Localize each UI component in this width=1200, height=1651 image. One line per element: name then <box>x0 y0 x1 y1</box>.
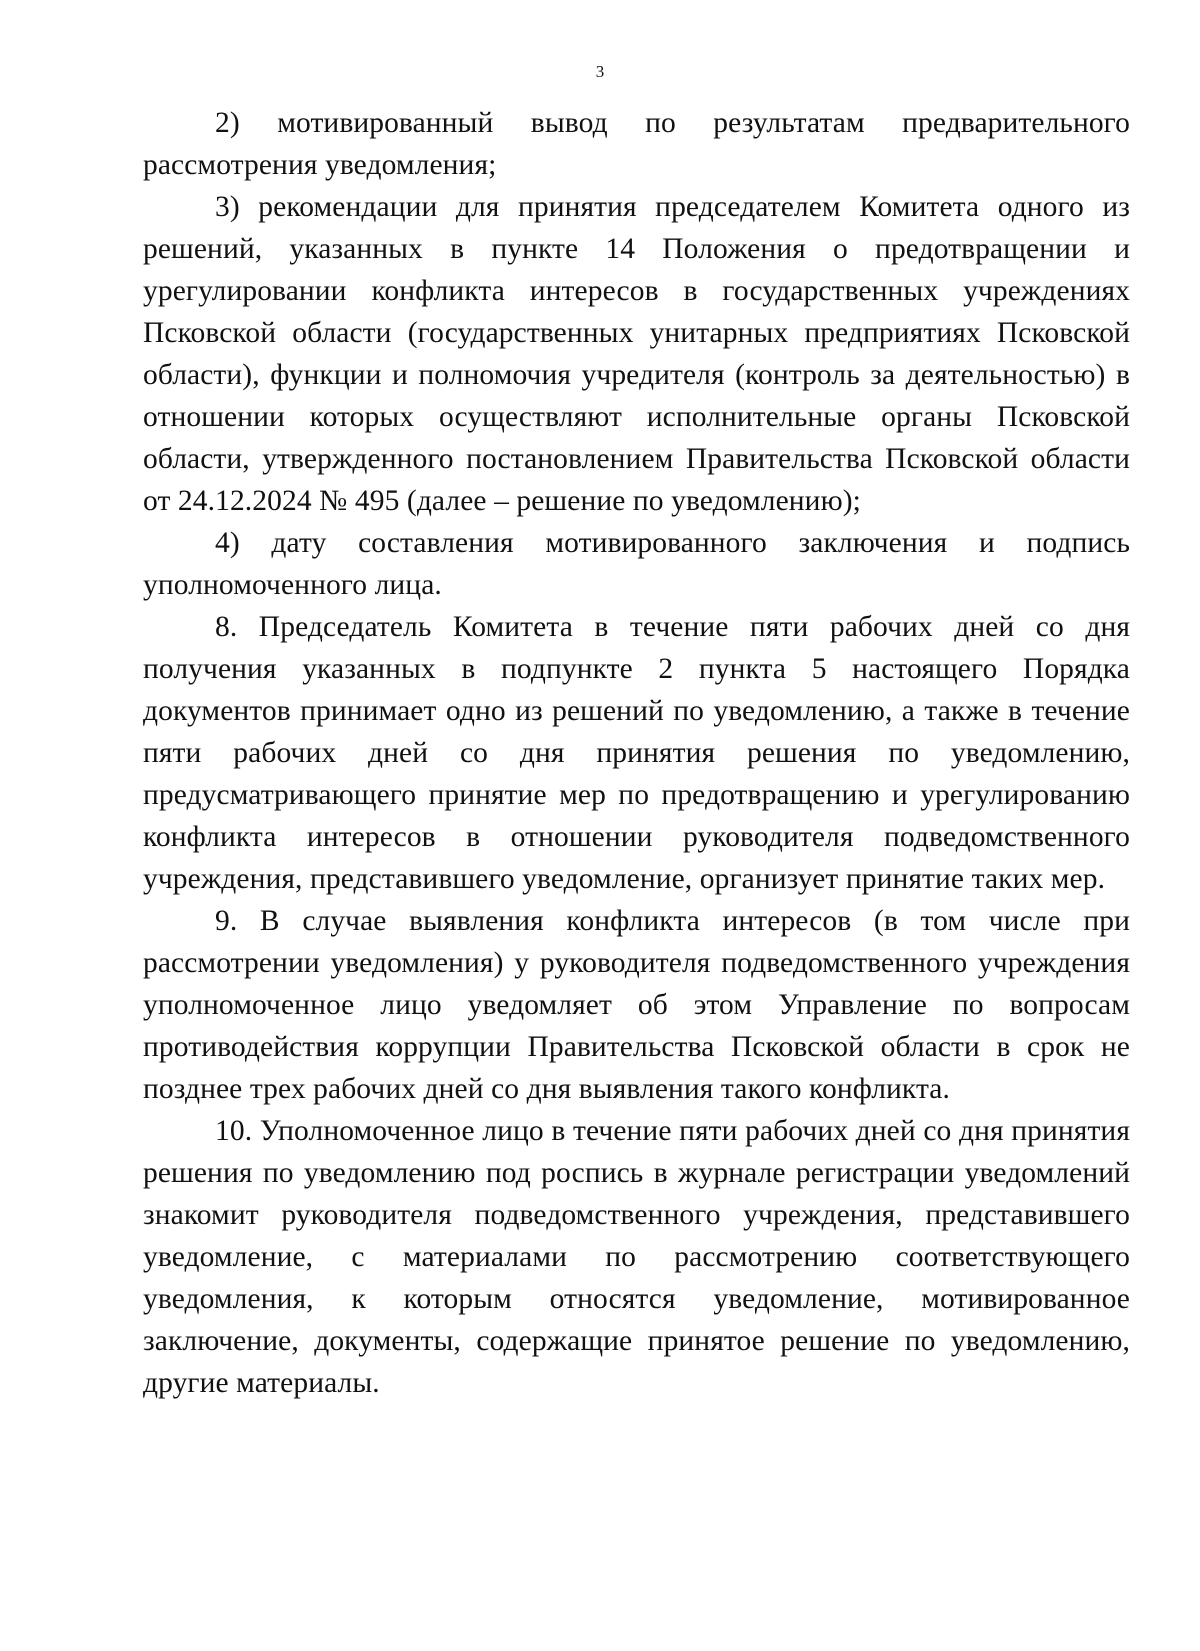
document-body <box>143 102 1130 1404</box>
paragraph-clause-9: 9. В случае выявления конфликта интересов (в том числе при рассмотрении уведомления) у руководителя подведомственного учреждения уполномоченное лицо уведомляет об этом Управление по вопросам противодействия коррупции Правительства Псковской области в срок не позднее трех рабочих дней со дня выявления такого конфликта. <box>143 905 1130 1105</box>
paragraph-item-4: 4) дату составления мотивированного заключения и подпись уполномоченного лица. <box>143 527 1130 601</box>
paragraph-clause-8: 8. Председатель Комитета в течение пяти рабочих дней со дня получения указанных в подпункте 2 пункта 5 настоящего Порядка документов принимает одно из решений по уведомлению, а также в течение пяти рабочих дней со дня принятия решения по уведомлению, предусматривающего принятие мер по предотвращению и урегулированию конфликта интересов в отношении руководителя подведомственного учреждения, представившего уведомление, организует принятие таких мер. <box>143 611 1130 895</box>
paragraph-item-2: 2) мотивированный вывод по результатам предварительного рассмотрения уведомления; <box>143 107 1130 181</box>
paragraph-item-3: 3) рекомендации для принятия председателем Комитета одного из решений, указанных в пункте 14 Положения о предотвращении и урегулировании конфликта интересов в государственных учреждениях Псковской области (государственных унитарных предприятиях Псковской области), функции и полномочия учредителя (контроль за деятельностью) в отношении которых осуществляют исполнительные органы Псковской области, утвержденного постановлением Правительства Псковской области от 24.12.2024 № 495 (далее – решение по уведомлению); <box>143 191 1130 517</box>
page-number: 3 <box>595 62 605 81</box>
paragraph-clause-10: 10. Уполномоченное лицо в течение пяти рабочих дней со дня принятия решения по уведомлению под роспись в журнале регистрации уведомлений знакомит руководителя подведомственного учреждения, представившего уведомление, с материалами по рассмотрению соответствующего уведомления, к которым относятся уведомление, мотивированное заключение, документы, содержащие принятое решение по уведомлению, другие материалы. <box>143 1115 1130 1399</box>
